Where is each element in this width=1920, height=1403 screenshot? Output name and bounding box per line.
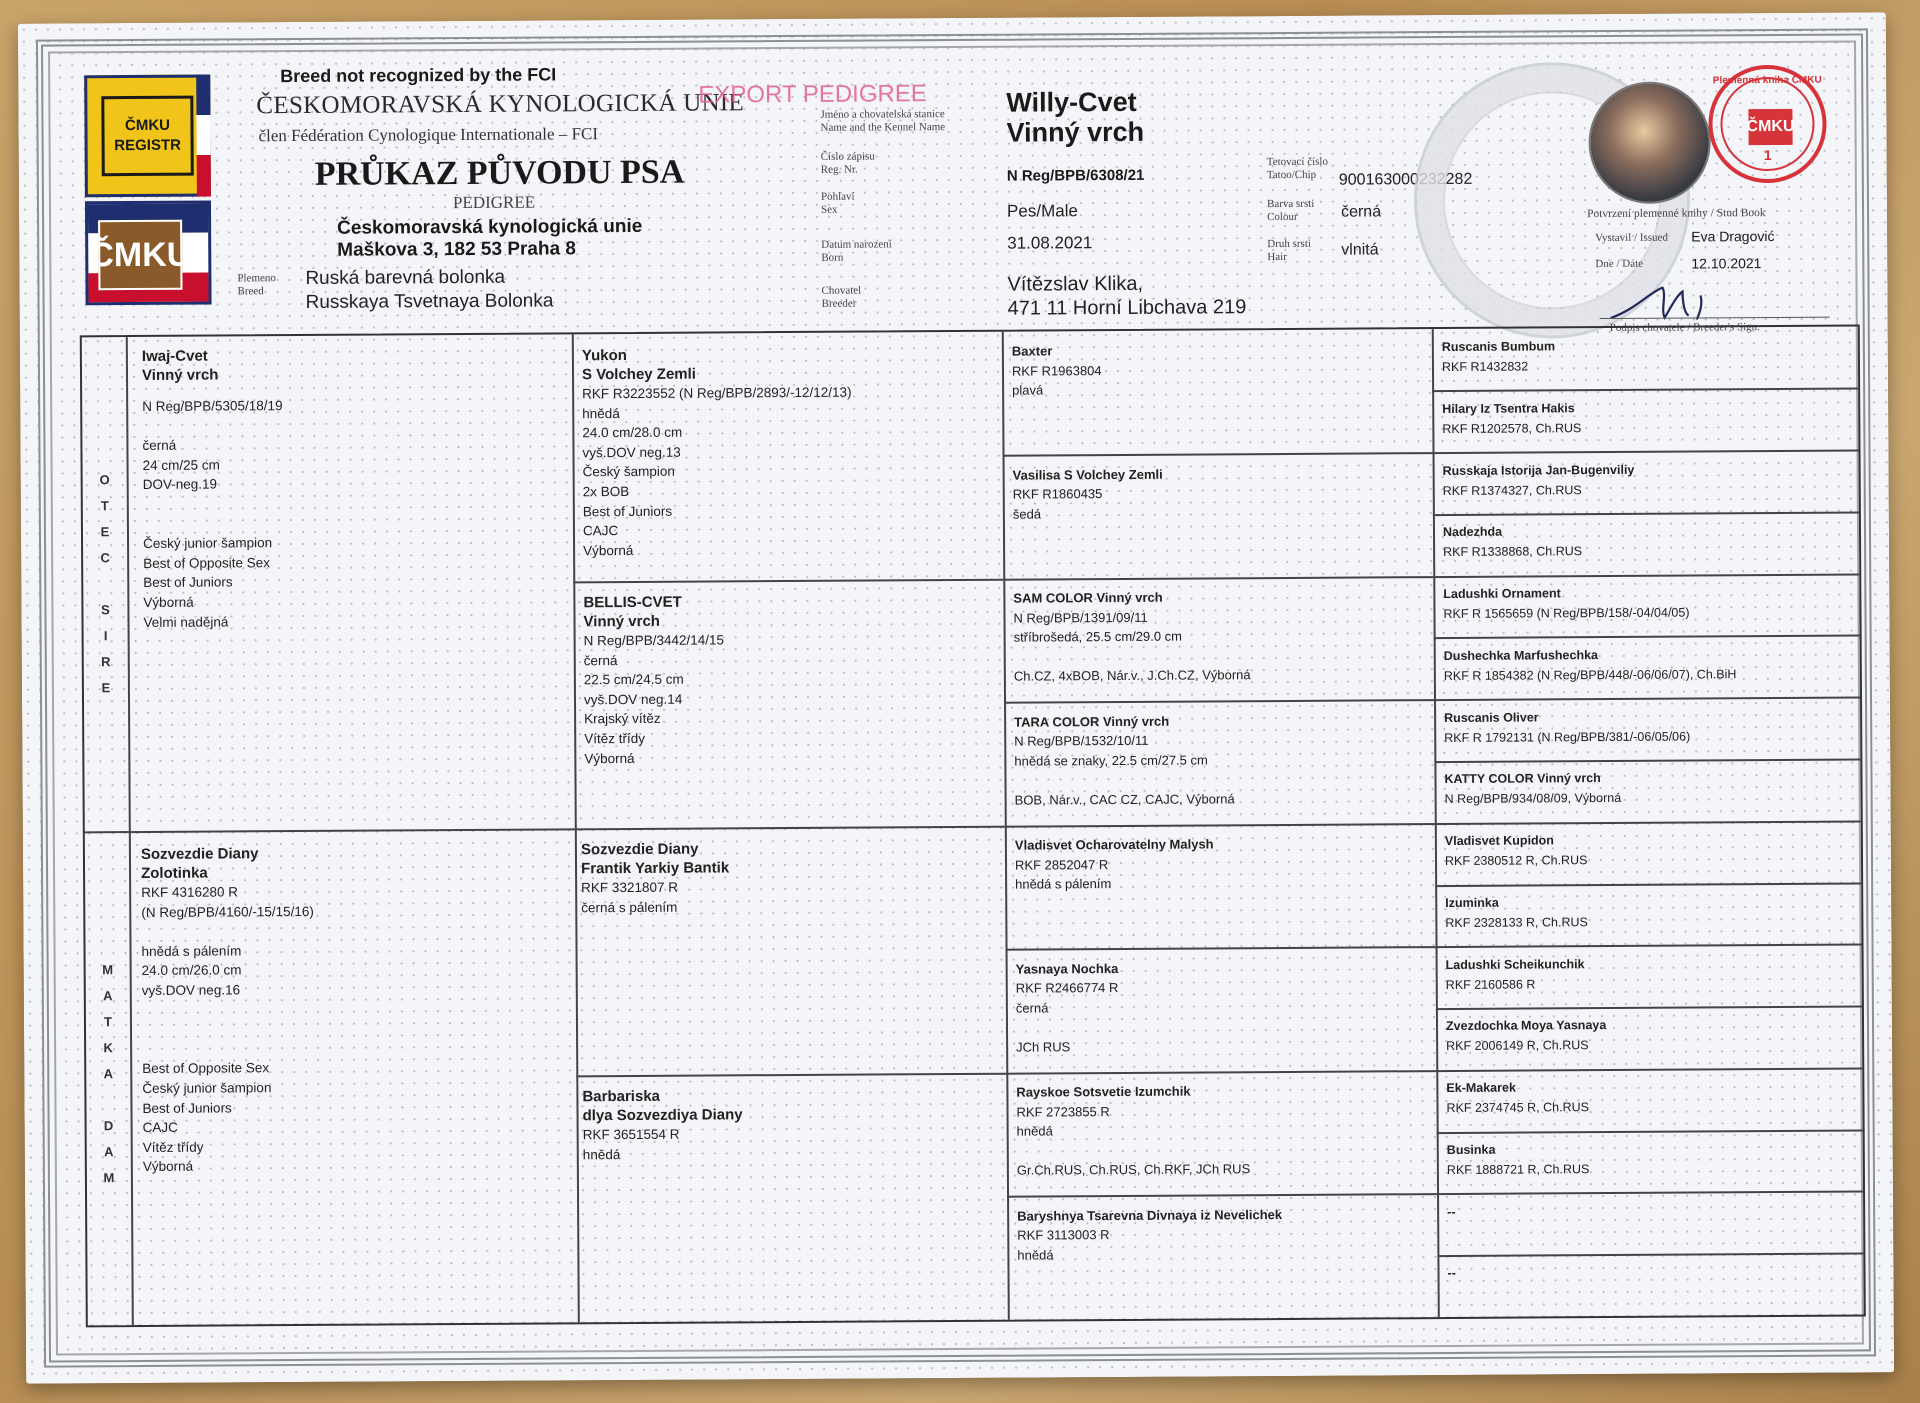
fci-notice: Breed not recognized by the FCI [280,64,557,87]
great-grandparent-detail: RKF 2723855 R [1016,1103,1110,1120]
dog-name: Willy-Cvet [1006,86,1137,118]
colour-value: černá [1340,203,1382,221]
grandparent-detail: Krajský vítěz [584,711,661,727]
colour-label: Barva srsti Colour [1266,197,1315,224]
ancestor-name: -- [1447,1204,1456,1219]
grandparent-detail: černá [583,652,618,668]
ancestor-name: -- [1447,1266,1456,1281]
great-grandparent-entry [1015,833,1425,894]
dam-detail [141,920,561,942]
cmku-registr-logo [84,75,211,198]
sire-detail: Best of Juniors [143,574,233,591]
dam-detail [142,998,562,1020]
great-grandparent-entry [1014,710,1425,810]
great-grandparent-name: Rayskoe Sotsvetie Izumchik [1016,1083,1191,1100]
org-name: ČESKOMORAVSKÁ KYNOLOGICKÁ UNIE [256,89,745,120]
ancestor-detail: RKF R 1854382 (N Reg/BPB/448/-06/06/07), Ch.BiH [1443,666,1737,683]
side-letter: R [101,654,111,670]
studbook-note: Potvrzení plemenné knihy / Stud Book [1587,207,1766,221]
grandparent-detail: Best of Juniors [582,503,673,519]
name-label: Jméno a chovatelská stanice Name and the Kennel Name [820,108,946,134]
hologram-sticker [1590,83,1709,202]
ancestor-detail: RKF 2380512 R, Ch.RUS [1444,853,1588,869]
reg-number: N Reg/BPB/6308/21 [1006,166,1145,185]
great-grandparent-entry [1016,1080,1427,1180]
dam-detail: RKF 4316280 R [141,884,239,900]
great-grandparent-detail: RKF 3113003 R [1017,1227,1110,1243]
dam-detail: Vítěz třídy [142,1139,204,1155]
great-grandparent-name: Vladisvet Ocharovatelny Malysh [1014,836,1214,853]
grandparent-detail: vyš.DOV neg.14 [583,691,683,708]
grandparent-name: dlya Sozvezdiya Diany [582,1106,743,1125]
grandparent-name: Barbariska [582,1087,661,1106]
dam-detail: hnědá s pálením [141,943,242,959]
sex-label: Pohlaví Sex [820,190,855,216]
great-grandparent-detail: N Reg/BPB/1391/09/11 [1013,609,1148,626]
dam-detail [142,1018,562,1040]
issued-label: Vystavil / Issued [1595,231,1668,245]
sire-entry: Iwaj-Cvet Vinný vrch N Reg/BPB/5305/18/19 černá 24 cm/25 cm DOV-neg.19 Český junior šampion Best of Opposite Sex Best of Juniors Výborná Velmi nadějná [142,344,564,632]
great-grandparent-detail [1014,768,1424,790]
great-grandparent-detail: černá [1015,999,1049,1016]
ancestor-entry [1446,1076,1856,1119]
dam-detail: CAJC [142,1119,178,1136]
ancestor-entry [1445,890,1855,933]
org-address-1: Českomoravská kynologická unie [337,215,643,239]
sire-detail: DOV-neg.19 [142,476,218,493]
great-grandparent-detail: Gr.Ch.RUS, Ch.RUS, Ch.RKF, JCh RUS [1016,1161,1251,1178]
side-letter: O [99,472,110,488]
great-grandparent-detail: hnědá [1017,1246,1054,1263]
dam-entry: Sozvezdie Diany Zolotinka RKF 4316280 R (N Reg/BPB/4160/-15/15/16) hnědá s pálením 24.0 cm/26.0 cm vyš.DOV neg.16 Best of Opposite Sex Český junior šampion Best of Juniors CAJC Vítěz třídy Výborná [141,842,563,1176]
breed-label: Plemeno Breed [237,272,276,298]
ancestor-name: Izuminka [1445,895,1499,910]
great-grandparent-detail: Ch.CZ, 4xBOB, Nár.v., J.Ch.CZ, Výborná [1013,667,1251,684]
great-grandparent-name: SAM COLOR Vinný vrch [1013,589,1163,606]
grandparent-detail: 2x BOB [582,483,630,500]
great-grandparent-entry [1013,586,1424,686]
breed-cz: Ruská barevná bolonka [305,266,506,289]
chip-label: Tetovací číslo Tatoo/Chip [1266,155,1329,182]
ancestor-entry [1443,582,1853,625]
side-letter: A [103,1066,114,1082]
breeder-name: Vítězslav Klika, [1007,272,1144,296]
sire-detail: Best of Opposite Sex [143,554,271,571]
sire-detail: Výborná [143,594,194,610]
great-grandparent-detail: hnědá [1016,1123,1053,1139]
great-grandparent-detail: JCh RUS [1016,1038,1071,1055]
ancestor-detail: RKF R1374327, Ch.RUS [1442,482,1582,498]
fci-member-line: člen Fédération Cynologique Internationale – FCI [258,124,599,146]
ancestor-entry [1446,1014,1856,1057]
grandparent-detail: CAJC [582,523,619,539]
grandparent-detail: hnědá [582,405,620,421]
issued-by: Eva Dragović [1691,227,1775,245]
grandparent-detail: RKF 3321807 R [581,879,679,896]
ancestor-entry [1444,705,1854,748]
grandparent-detail: 24.0 cm/28.0 cm [582,424,683,441]
grandparent-entry [581,838,991,918]
hair-label: Druh srsti Hair [1267,237,1311,264]
grandparent-detail: černá s pálením [581,899,678,915]
dam-detail: Výborná [142,1158,194,1175]
grandparent-name: Frantik Yarkiy Bantik [580,859,730,878]
great-grandparent-entry [1016,957,1427,1057]
ancestor-detail: N Reg/BPB/934/08/09, Výborná [1444,791,1622,807]
great-grandparent-detail: RKF 2852047 R [1014,856,1109,873]
ancestor-name: Ladushki Scheikunchik [1445,956,1585,972]
side-letter: E [101,680,111,696]
dam-side-label [86,957,131,1191]
cmku-mark: ČMKU [98,220,182,291]
grandparent-detail: hnědá [582,1146,621,1162]
grandparent-name: Yukon [581,347,627,365]
ancestor-name: Ek-Makarek [1446,1080,1516,1096]
dam-detail: vyš.DOV neg.16 [141,982,241,998]
side-letter [83,571,127,597]
grandparent-detail: Český šampion [582,464,675,480]
org-address-2: Maškova 3, 182 53 Praha 8 [337,238,577,261]
ancestor-entry [1442,396,1852,439]
dam-detail [142,1037,562,1059]
great-grandparent-entry [1013,463,1423,524]
breeder-label: Chovatel Breeder [821,284,862,310]
ancestor-name: Businka [1446,1142,1496,1157]
grandparent-detail: vyš.DOV neg.13 [582,444,681,461]
great-grandparent-detail: RKF R1963804 [1011,362,1102,379]
side-letter: T [100,498,109,514]
pedigree-table [80,324,1866,1327]
sex-value: Pes/Male [1006,201,1078,221]
side-letter: C [100,550,110,566]
great-grandparent-detail: plavá [1012,382,1044,398]
studbook-stamp: Plemenná kniha ČMKU ČMKU 1 [1708,65,1827,184]
great-grandparent-detail: hnědá s pálením [1015,876,1112,892]
dog-kennel: Vinný vrch [1006,116,1145,148]
ancestor-name: Vladisvet Kupidon [1444,833,1554,849]
grandparent-detail: N Reg/BPB/3442/14/15 [583,632,725,649]
document-title: PRŮKAZ PŮVODU PSA [314,153,685,193]
dam-detail: Český junior šampion [142,1080,272,1096]
ancestor-detail: RKF 2006149 R, Ch.RUS [1446,1038,1589,1054]
pedigree-sheet [18,12,1894,1383]
side-letter: E [100,524,110,540]
hair-value: vlnitá [1341,241,1379,259]
date-label: Dne / Date [1595,257,1644,271]
grandparent-entry [582,1085,992,1165]
ancestor-detail: RKF R 1565659 (N Reg/BPB/158/-04/04/05) [1443,605,1690,622]
ancestor-name: Ruscanis Oliver [1444,709,1539,725]
grandparent-detail: Vítěz třídy [584,730,646,747]
grandparent-name: Vinný vrch [583,612,660,631]
ancestor-detail: RKF 1888721 R, Ch.RUS [1446,1161,1590,1177]
ancestor-name: Ruscanis Bumbum [1441,339,1556,355]
grandparent-detail: RKF 3651554 R [582,1126,680,1143]
grandparent-name: S Volchey Zemli [581,365,697,384]
sire-detail: Český junior šampion [142,535,273,552]
dam-detail: Best of Opposite Sex [142,1060,270,1077]
sire-detail: 24 cm/25 cm [142,457,220,473]
sire-detail [143,512,563,534]
great-grandparent-entry [1012,339,1422,400]
ancestor-name: Nadezhda [1442,524,1503,540]
grandparent-detail: 22.5 cm/24.5 cm [583,671,684,688]
great-grandparent-name: Vasilisa S Volchey Zemli [1012,466,1163,483]
side-letter: A [103,988,113,1004]
ancestor-name: KATTY COLOR Vinný vrch [1444,771,1601,787]
ancestor-entry [1443,520,1853,563]
ancestor-detail: RKF 2328133 R, Ch.RUS [1445,914,1588,930]
ancestor-entry [1447,1199,1857,1222]
great-grandparent-detail: RKF R2466774 R [1015,980,1119,996]
ancestor-entry [1447,1261,1857,1284]
great-grandparent-detail [1016,1015,1426,1037]
ancestor-entry [1445,829,1855,872]
reg-label: Číslo zápisu Reg. Nr. [820,150,875,176]
ancestor-name: Hilary Iz Tsentra Hakis [1442,400,1575,416]
great-grandparent-detail: BOB, Nár.v., CAC CZ, CAJC, Výborná [1014,790,1235,808]
great-grandparent-detail [1017,1139,1427,1161]
sire-detail: Velmi nadějná [143,613,229,630]
great-grandparent-detail: hnědá se znaky, 22.5 cm/27.5 cm [1014,751,1208,769]
ancestor-detail: RKF R 1792131 (N Reg/BPB/381/-06/05/06) [1444,729,1691,745]
side-letter: D [103,1118,114,1134]
grandparent-detail: RKF R3223552 (N Reg/BPB/2893/-12/12/13) [582,384,852,402]
ancestor-detail: RKF R1202578, Ch.RUS [1442,420,1582,436]
ancestor-entry [1447,1137,1857,1180]
breeder-sign-label: Podpis chovatele / Breeder's Sign. [1609,321,1760,334]
ancestor-entry [1444,643,1854,686]
great-grandparent-detail: šedá [1012,505,1042,522]
side-letter: A [104,1144,114,1160]
great-grandparent-name: Baxter [1011,343,1053,359]
breed-en: Russkaya Tsvetnaya Bolonka [305,290,554,313]
great-grandparent-name: TARA COLOR Vinný vrch [1014,713,1170,730]
ancestor-entry [1443,458,1853,501]
grandparent-name: Sozvezdie Diany [580,840,699,859]
grandparent-detail: Výborná [584,750,635,766]
born-value: 31.08.2021 [1007,233,1093,253]
chip-value: 900163000232282 [1338,170,1473,189]
cmku-logo [85,201,212,306]
ancestor-detail: RKF R1432832 [1441,359,1529,375]
grandparent-name: BELLIS-CVET [583,593,682,612]
side-letter: S [101,602,110,618]
ancestor-name: Zvezdochka Moya Yasnaya [1445,1018,1607,1034]
ancestor-detail: RKF 2374745 R, Ch.RUS [1446,1100,1589,1116]
dam-detail: 24.0 cm/26.0 cm [141,962,242,979]
great-grandparent-detail: RKF R1860435 [1012,486,1103,502]
ancestor-entry [1444,767,1854,810]
ancestor-name: Ladushki Ornament [1443,586,1561,602]
great-grandparent-entry [1017,1204,1427,1265]
side-letter: M [102,962,114,978]
ancestor-name: Dushechka Marfushechka [1443,647,1599,663]
export-pedigree-stamp: EXPORT PEDIGREE [698,80,927,109]
sire-detail [143,492,563,514]
ancestor-entry [1442,335,1852,378]
ancestor-name: Russkaja Istorija Jan-Bugenviliy [1442,462,1635,478]
great-grandparent-name: Baryshnya Tsarevna Divnaya iz Nevelichek [1017,1206,1283,1224]
sire-detail: černá [142,437,177,454]
ancestor-detail: RKF 2160586 R [1445,976,1536,992]
dam-detail: (N Reg/BPB/4160/-15/15/16) [141,903,314,920]
ancestor-detail: RKF R1338868, Ch.RUS [1443,544,1583,560]
grandparent-entry [583,591,994,769]
great-grandparent-detail [1014,645,1424,667]
side-letter: K [103,1040,113,1056]
side-letter: T [103,1014,112,1030]
side-letter [86,1087,130,1113]
breeder-address: 471 11 Horní Libchava 219 [1007,296,1247,320]
issue-date: 12.10.2021 [1691,255,1762,272]
logo-text: ČMKU REGISTR [101,96,193,177]
sire-detail: N Reg/BPB/5305/18/19 [142,398,283,414]
dam-detail: Best of Juniors [142,1099,232,1116]
great-grandparent-detail: stříbrošedá, 25.5 cm/29.0 cm [1013,628,1183,645]
ancestor-entry [1446,952,1856,995]
grandparent-detail: Výborná [583,542,634,559]
side-letter: I [103,628,108,644]
sire-side-label [83,467,128,701]
born-label: Datum narození Born [821,238,892,264]
side-letter: M [103,1170,115,1186]
sire-detail [142,414,562,436]
great-grandparent-name: Yasnaya Nochka [1015,960,1119,977]
great-grandparent-detail: N Reg/BPB/1532/10/11 [1014,732,1149,749]
document-subtitle: PEDIGREE [452,192,536,213]
grandparent-entry [582,344,993,561]
